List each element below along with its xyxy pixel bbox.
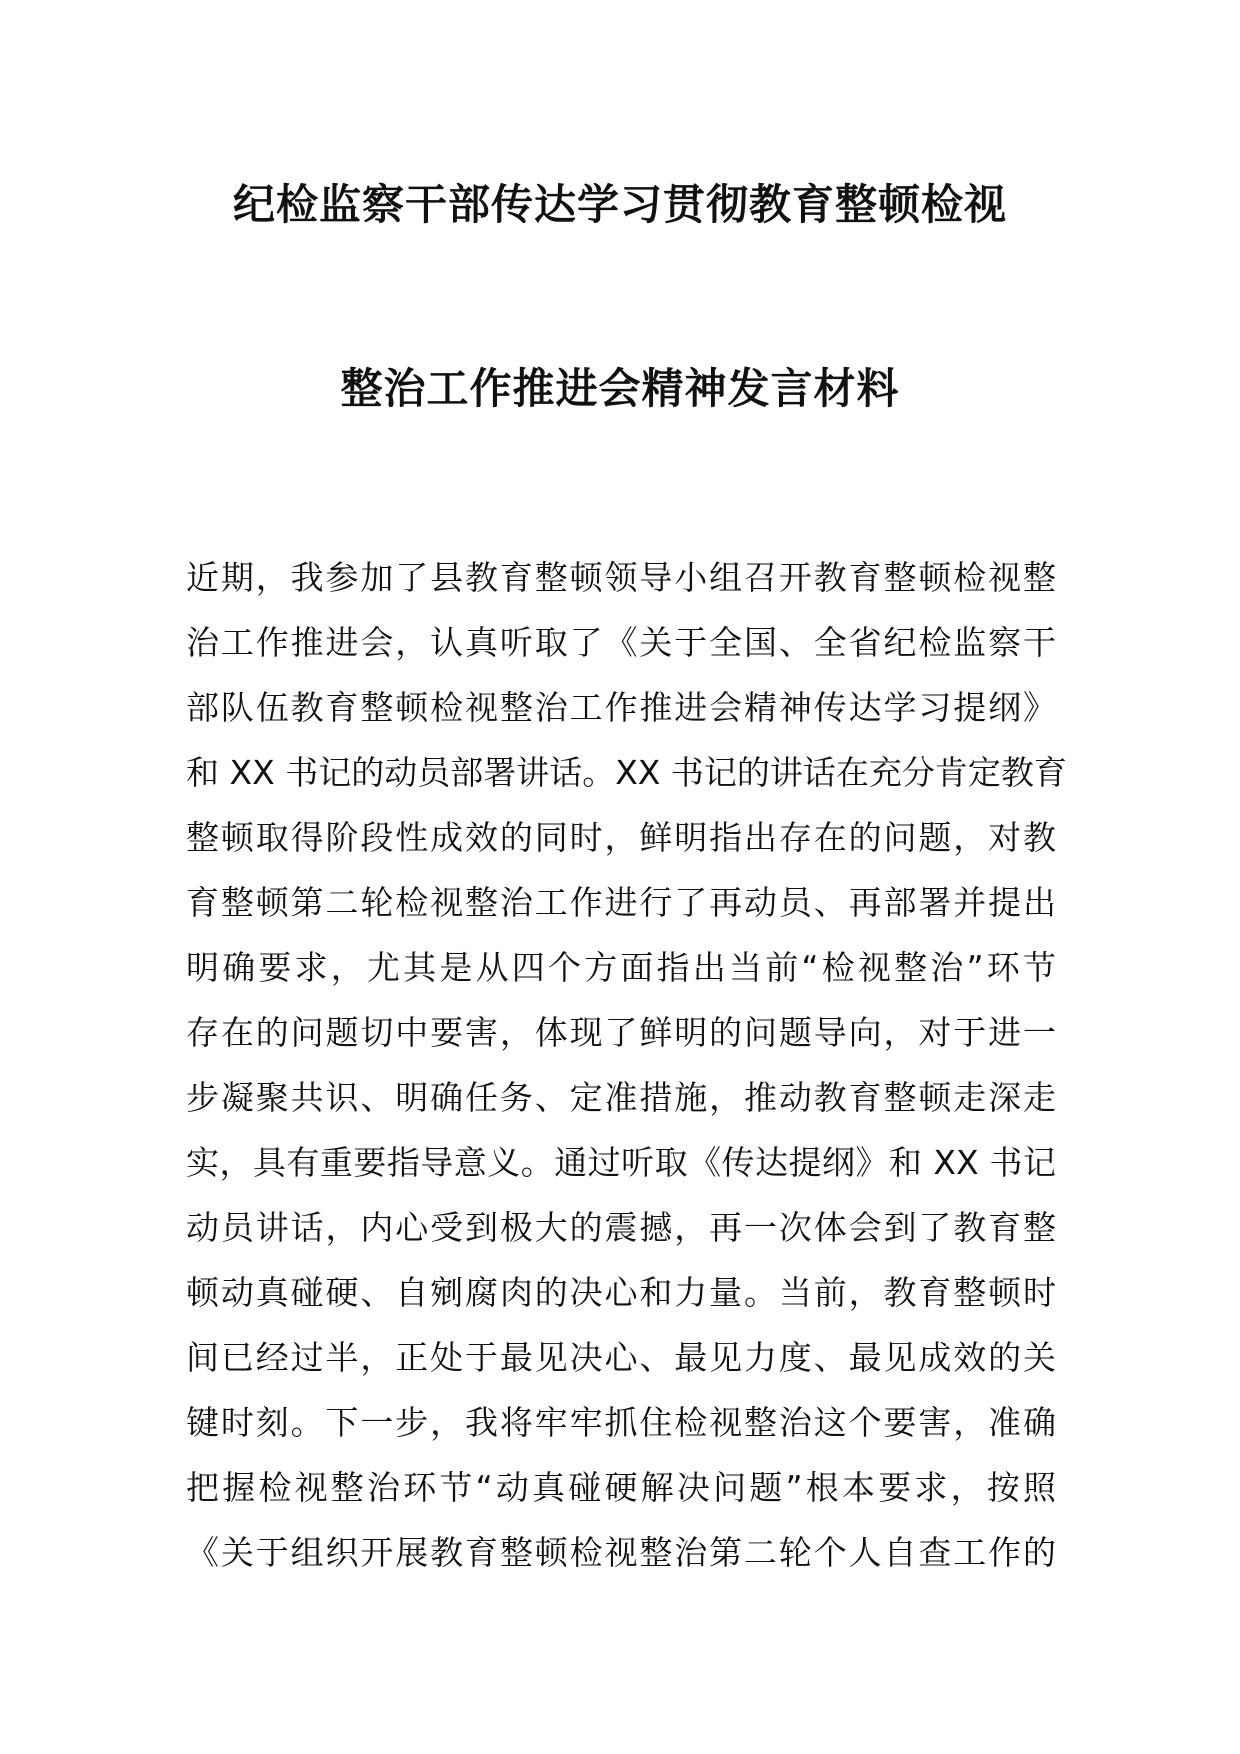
- body-line: 顿动真碰硬、自剜腐肉的决心和力量。当前，教育整顿时: [186, 1273, 1056, 1312]
- body-line: 育整顿第二轮检视整治工作进行了再动员、再部署并提出: [186, 883, 1056, 922]
- body-line: 近期，我参加了县教育整顿领导小组召开教育整顿检视整: [186, 558, 1056, 597]
- body-line: 整顿取得阶段性成效的同时，鲜明指出存在的问题，对教: [186, 818, 1056, 857]
- body-line: 把握检视整治环节“动真碰硬解决问题”根本要求，按照: [186, 1468, 1056, 1507]
- body-line: 键时刻。下一步，我将牢牢抓住检视整治这个要害，准确: [186, 1403, 1056, 1442]
- body-line: 动员讲话，内心受到极大的震撼，再一次体会到了教育整: [186, 1208, 1056, 1247]
- body-line: 治工作推进会，认真听取了《关于全国、全省纪检监察干: [186, 623, 1056, 662]
- body-line: 部队伍教育整顿检视整治工作推进会精神传达学习提纲》: [186, 688, 1056, 727]
- document-body: [186, 545, 1067, 1585]
- document-title-line-2: 整治工作推进会精神发言材料: [340, 364, 900, 413]
- body-line: 存在的问题切中要害，体现了鲜明的问题导向，对于进一: [186, 1013, 1056, 1052]
- body-line: 步凝聚共识、明确任务、定准措施，推动教育整顿走深走: [186, 1078, 1056, 1117]
- body-line: 间已经过半，正处于最见决心、最见力度、最见成效的关: [186, 1338, 1056, 1377]
- document-title-line-1: 纪检监察干部传达学习贯彻教育整顿检视: [232, 180, 1007, 229]
- body-line: 《关于组织开展教育整顿检视整治第二轮个人自查工作的: [186, 1533, 1056, 1572]
- body-line: 实，具有重要指导意义。通过听取《传达提纲》和 XX 书记: [186, 1143, 1056, 1182]
- body-line: 和 XX 书记的动员部署讲话。XX 书记的讲话在充分肯定教育: [186, 753, 1067, 792]
- body-line: 明确要求，尤其是从四个方面指出当前“检视整治”环节: [186, 948, 1056, 987]
